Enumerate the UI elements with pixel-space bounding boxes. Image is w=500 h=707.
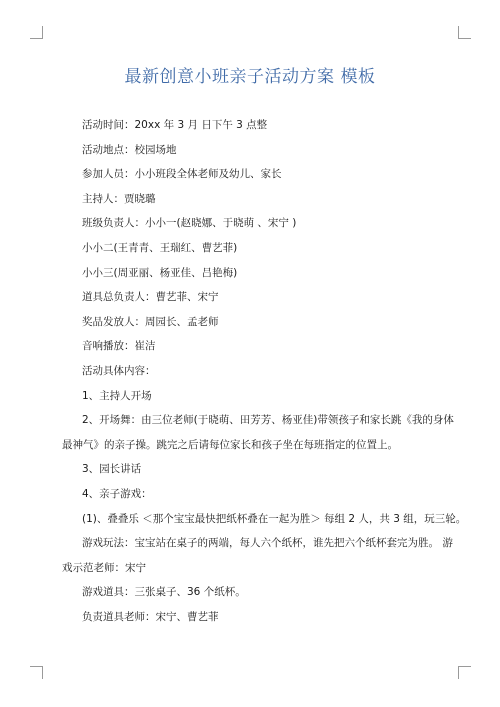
paragraph-item-3: 3、园长讲话 — [82, 463, 142, 476]
paragraph-game-rule-line-2: 戏示范老师：宋宁 — [62, 561, 146, 574]
paragraph-class-two: 小小二(王青青、王瑞红、曹艺菲) — [82, 241, 238, 254]
paragraph-game-rule — [62, 531, 453, 580]
paragraph-class-three: 小小三(周亚丽、杨亚佳、吕艳梅) — [82, 266, 238, 279]
paragraph-game-props: 游戏道具：三张桌子、36 个纸杯。 — [82, 586, 246, 599]
paragraph-item-2 — [62, 408, 454, 457]
document-title: 最新创意小班亲子活动方案 模板 — [124, 67, 376, 87]
crop-mark-bottom-left — [30, 666, 43, 679]
paragraph-class-leaders: 班级负责人：小小一(赵晓娜、于晓萌 、宋宁 ) — [82, 217, 297, 230]
paragraph-item-4: 4、亲子游戏： — [82, 487, 152, 500]
document-body — [62, 113, 467, 629]
paragraph-activity-content: 活动具体内容： — [82, 364, 156, 377]
crop-mark-bottom-right — [458, 666, 471, 679]
paragraph-host: 主持人：贾晓璐 — [82, 192, 156, 205]
paragraph-props-teachers: 负责道具老师：宋宁、曹艺菲 — [82, 610, 219, 623]
paragraph-item-2-line-2: 最神气》的亲子操。跳完之后请每位家长和孩子坐在每班指定的位置上。 — [62, 438, 398, 451]
paragraph-game-rule-line-1: 游戏玩法：宝宝站在桌子的两端，每人六个纸杯，谁先把六个纸杯套完为胜。 游 — [82, 537, 453, 550]
paragraph-item-1: 1、主持人开场 — [82, 389, 152, 402]
paragraph-participants: 参加人员：小小班段全体老师及幼儿、家长 — [82, 168, 282, 181]
paragraph-activity-location: 活动地点：校园场地 — [82, 143, 177, 156]
paragraph-item-2-line-1: 2、开场舞：由三位老师(于晓萌、田芳芳、杨亚佳)带领孩子和家长跳《我的身体 — [82, 414, 454, 427]
paragraph-sound: 音响播放：崔洁 — [82, 340, 156, 353]
crop-mark-top-left — [30, 26, 43, 39]
paragraph-game-1: (1)、叠叠乐 ＜那个宝宝最快把纸杯叠在一起为胜＞ 每组 2 人，共 3 组，玩三轮。 — [82, 512, 467, 525]
crop-mark-top-right — [458, 26, 471, 39]
paragraph-props-lead: 道具总负责人：曹艺菲、宋宁 — [82, 291, 219, 304]
paragraph-activity-time: 活动时间：20xx 年 3 月 日下午 3 点整 — [82, 119, 268, 131]
paragraph-prize-givers: 奖品发放人：周园长、孟老师 — [82, 315, 219, 328]
